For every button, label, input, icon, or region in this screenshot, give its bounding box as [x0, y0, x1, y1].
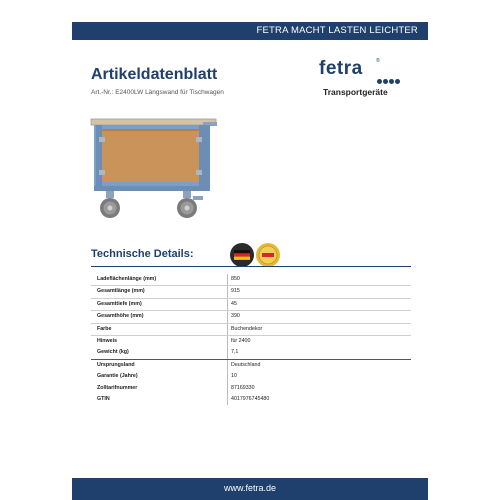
spec-value: für 2400 [231, 337, 251, 344]
datasheet-page [72, 0, 428, 500]
made-in-germany-badge [230, 243, 254, 267]
spec-label: Hinweis [97, 337, 118, 344]
table-row [91, 324, 411, 336]
spec-label: Gesamtlänge (mm) [97, 288, 145, 295]
quality-badges [229, 242, 281, 268]
table-row [91, 371, 411, 382]
document-title: Artikeldatenblatt [91, 66, 218, 83]
slogan: FETRA MACHT LASTEN LEICHTER [256, 25, 418, 36]
table-top [91, 119, 216, 125]
table-row [91, 286, 411, 298]
top-banner [72, 22, 428, 40]
table-row [91, 311, 411, 323]
fetra-logo [319, 58, 409, 80]
spec-label: Gewicht (kg) [97, 349, 129, 356]
table-row [91, 360, 411, 371]
hinge [196, 170, 202, 175]
spec-label: Farbe [97, 325, 112, 332]
table-row [91, 299, 411, 311]
footer-url[interactable]: www.fetra.de [223, 483, 277, 493]
section-title: Technische Details: [91, 248, 194, 260]
logo-tagline: Transportgeräte [323, 87, 388, 97]
hinge [99, 170, 105, 175]
spec-label: Ursprungsland [97, 361, 135, 368]
brake-pedal [193, 196, 203, 200]
spec-label: Zolltarifnummer [97, 384, 138, 391]
table-row [91, 394, 411, 405]
table-row [91, 347, 411, 359]
spec-value: 850 [231, 276, 240, 282]
spec-label: Ladeflächenlänge (mm) [97, 276, 157, 282]
spec-value: 4017976745480 [231, 395, 270, 402]
spec-table [91, 274, 411, 405]
spec-label: GTIN [97, 395, 110, 402]
footer-banner [72, 478, 428, 500]
warranty-badge [256, 243, 280, 267]
spec-value: Deutschland [231, 361, 261, 368]
spec-value: 915 [231, 288, 240, 295]
spec-value: 390 [231, 313, 240, 320]
spec-value: 7,1 [231, 349, 239, 356]
bottom-shelf [94, 186, 210, 191]
product-image [90, 110, 220, 230]
spec-label: Gesamthöhe (mm) [97, 313, 144, 320]
spec-label: Garantie (Jahre) [97, 373, 138, 380]
table-row [91, 383, 411, 394]
table-row [91, 336, 411, 347]
spec-value: 45 [231, 300, 237, 307]
spec-value: 87169330 [231, 384, 255, 391]
spec-value: Buchendekor [231, 325, 263, 332]
spec-value: 10 [231, 373, 237, 380]
hinge [99, 137, 105, 142]
section-divider [91, 266, 411, 267]
side-post [199, 125, 210, 188]
article-number: Art.-Nr.: E2400LW Längswand für Tischwagen [91, 89, 224, 96]
hinge [196, 137, 202, 142]
spec-label: Gesamttiefe (mm) [97, 300, 142, 307]
table-row [91, 274, 411, 286]
wood-panel [102, 129, 199, 182]
registered-mark: ® [376, 58, 380, 64]
logo-wordmark: fetra [319, 58, 363, 79]
